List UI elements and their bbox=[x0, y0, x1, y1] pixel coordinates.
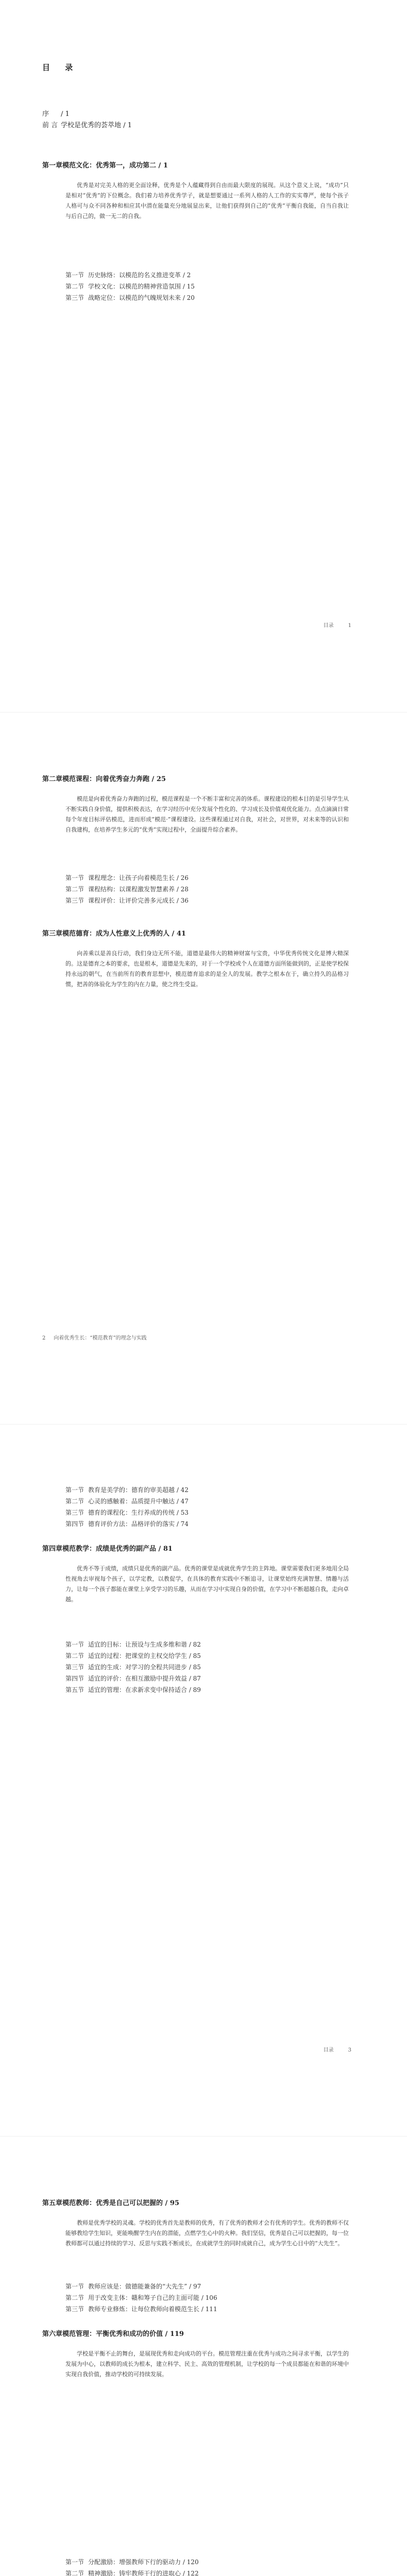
section-tag: 第五节 bbox=[65, 1686, 84, 1693]
footer-label: 向着优秀生长：“模范教育”的理念与实践 bbox=[54, 1335, 147, 1341]
chapter-1-title: 模范文化：优秀第一，成功第二 / 1 bbox=[62, 162, 168, 170]
toc-chapter-2[interactable] bbox=[42, 773, 166, 783]
section-title: 适宜的生成：对学习的全程共同进步 / 85 bbox=[88, 1664, 201, 1671]
section-tag: 第一节 bbox=[65, 874, 84, 882]
chapter-4-summary: 优秀不等于成绩，成绩只是优秀的副产品。优秀的课堂是成就优秀学生的主阵地。课堂需要我们更多地用全局性视角去审视每个孩子，以学定教，以教促学，在具体的教育实践中不断追寻，让课堂始终充满智慧、情趣与活力，让每一个孩子都能在课堂上享受学习的乐趣，从而在学习中实现自身的价值，在学习中不断超越自我，走向卓越。 bbox=[65, 1565, 349, 1603]
toc-section-3-1[interactable] bbox=[65, 1485, 189, 1494]
section-title: 心灵的感触着：品质提升中触达 / 47 bbox=[88, 1498, 189, 1505]
section-title: 德育的课程化：生行养成的传统 / 53 bbox=[88, 1509, 189, 1516]
toc-preface[interactable] bbox=[42, 108, 70, 118]
foreword-title: 学校是优秀的荟萃地 / 1 bbox=[61, 122, 132, 129]
section-tag: 第三节 bbox=[65, 897, 84, 904]
chapter-2-title: 模范课程：向着优秀奋力奔跑 / 25 bbox=[62, 775, 166, 783]
toc-page-5 bbox=[0, 2136, 407, 2576]
toc-section-3-2[interactable] bbox=[65, 1497, 189, 1505]
chapter-5-summary: 教师是优秀学校的灵魂。学校的优秀首先是教师的优秀，有了优秀的教师才会有优秀的学生。优秀的教师不仅能够教给学生知识，更能唤醒学生内在的潜能，点燃学生心中的火种。我们坚信，优秀是自己可以把握的，每一位教师都可以通过持续的学习、反思与实践不断成长，在成就学生的同时成就自己，成为学生心目中的“大先生”。 bbox=[65, 2219, 349, 2247]
page-number: 3 bbox=[348, 2047, 351, 2053]
page-number: 1 bbox=[348, 623, 351, 629]
section-title: 适宜的评价：在相互激励中提升效益 / 87 bbox=[88, 1675, 201, 1682]
section-tag: 第二节 bbox=[65, 1652, 84, 1659]
chapter-3-title: 模范德育：成为人性意义上优秀的人 / 41 bbox=[62, 930, 186, 938]
footer-label: 目录 bbox=[323, 2047, 334, 2053]
section-title: 适宜的目标：让预设与生成多维和谐 / 82 bbox=[88, 1641, 201, 1648]
section-title: 学校文化：以模范的精神营造氛围 / 15 bbox=[88, 283, 195, 290]
foreword-tag: 前 言 bbox=[42, 122, 58, 129]
toc-section-3-3[interactable] bbox=[65, 1508, 189, 1517]
toc-chapter-4[interactable] bbox=[42, 1543, 173, 1553]
chapter-1-tag: 第一章 bbox=[42, 162, 63, 170]
toc-chapter-1[interactable] bbox=[42, 160, 168, 170]
section-title: 课程结构：以课程激发智慧素养 / 28 bbox=[88, 886, 189, 893]
chapter-2-summary: 模范是向着优秀奋力奔跑的过程，模范课程是一个不断丰富和完善的体系。课程建设的根本目的是引导学生从不断实践自身价值，提供积极表达，在学习经历中充分发展个性化的、学习成长及价值观优化能力。点点滴滴日常每个年度目标评估模范，进而形成“模范·”课程建设。这些课程通过对自我，对社会，对世界，对未来等的认识和自我建构，在培养学生多元的“优秀”实现过程中，全面提升综合素养。 bbox=[65, 795, 349, 833]
chapter-6-tag: 第六章 bbox=[42, 2330, 63, 2338]
chapter-2-tag: 第二章 bbox=[42, 775, 63, 783]
section-tag: 第二节 bbox=[65, 283, 84, 290]
section-tag: 第一节 bbox=[65, 2283, 84, 2290]
chapter-4-title: 模范教学：成绩是优秀的副产品 / 81 bbox=[62, 1545, 173, 1553]
section-tag: 第二节 bbox=[65, 2570, 84, 2576]
toc-section-1-2[interactable] bbox=[65, 282, 195, 291]
preface-title: / 1 bbox=[61, 110, 70, 118]
chapter-4-tag: 第四章 bbox=[42, 1545, 63, 1553]
section-tag: 第二节 bbox=[65, 886, 84, 893]
section-tag: 第二节 bbox=[65, 2294, 84, 2301]
section-title: 战略定位：以模范的气魄规划未来 / 20 bbox=[88, 294, 195, 301]
section-title: 用于改变主体：赣和筹子自己的主面可能 / 106 bbox=[88, 2294, 217, 2301]
section-tag: 第四节 bbox=[65, 1520, 84, 1528]
section-tag: 第一节 bbox=[65, 2558, 84, 2566]
section-tag: 第三节 bbox=[65, 2306, 84, 2313]
toc-section-1-3[interactable] bbox=[65, 293, 195, 302]
toc-foreword[interactable] bbox=[42, 120, 132, 129]
section-tag: 第四节 bbox=[65, 1675, 84, 1682]
section-tag: 第二节 bbox=[65, 1498, 84, 1505]
section-title: 教育是美学的：德育的审美超越 / 42 bbox=[88, 1486, 189, 1494]
section-title: 德育评价方法：品格评价的落实 / 74 bbox=[88, 1520, 189, 1528]
section-title: 教师专业修炼：让每位教师向着模范生长 / 111 bbox=[88, 2306, 217, 2313]
toc-section-6-1[interactable] bbox=[65, 2557, 199, 2566]
toc-section-3-4[interactable] bbox=[65, 1519, 189, 1528]
section-title: 精神激励：铸牢教师干行的进取心 / 122 bbox=[88, 2570, 199, 2576]
section-title: 教师应该是：做德能兼备的“大先生” / 97 bbox=[88, 2283, 201, 2290]
toc-chapter-3[interactable] bbox=[42, 928, 186, 938]
section-title: 历史脉络：以模范的名义推进变革 / 2 bbox=[88, 272, 191, 279]
toc-title: 目 录 bbox=[42, 63, 79, 72]
section-tag: 第一节 bbox=[65, 1641, 84, 1648]
page-number: 2 bbox=[42, 1335, 46, 1341]
toc-section-4-2[interactable] bbox=[65, 1651, 201, 1660]
section-title: 分配激励：增强教师下行的驱动力 / 120 bbox=[88, 2558, 199, 2566]
section-title: 适宜的管理：在求新求变中保持适合 / 89 bbox=[88, 1686, 201, 1693]
section-title: 适宜的过程：把课堂的主权交给学生 / 85 bbox=[88, 1652, 201, 1659]
toc-page-2 bbox=[0, 712, 407, 1424]
section-tag: 第三节 bbox=[65, 1664, 84, 1671]
chapter-5-tag: 第五章 bbox=[42, 2199, 63, 2207]
footer-label: 目录 bbox=[323, 623, 334, 629]
toc-page-1 bbox=[0, 0, 407, 712]
toc-section-2-1[interactable] bbox=[65, 873, 189, 882]
toc-section-4-4[interactable] bbox=[65, 1674, 201, 1683]
toc-section-4-1[interactable] bbox=[65, 1640, 201, 1649]
toc-section-4-5[interactable] bbox=[65, 1685, 201, 1694]
toc-section-1-1[interactable] bbox=[65, 270, 191, 279]
chapter-6-title: 模范管理：平衡优秀和成功的价值 / 119 bbox=[62, 2330, 184, 2338]
chapter-3-tag: 第三章 bbox=[42, 930, 63, 938]
chapter-3-summary: 向善乘以是善良行动，我们身边无所不能，道德是最伟大的精神财富与宝贵，中华优秀传统文化是博大精深的。这是德育之本的要求，也是根本，道德是先来的，对于一个学校或个人在道德方面所能做到的，正是使学校保持永远的朝气，在当前所有的教育思想中，模范德育追求的是全人的发展。教学之根本在于，确立持久的品格习惯，把善的体验化为学生的内在力量，使之终生受益。 bbox=[65, 950, 349, 988]
chapter-6-summary: 学校是平衡不止的舞台，是展现优秀和走向成功的平台。模范管理注重在优秀与成功之间寻求平衡，以学生的发展为中心，以教师的成长为根本，建立科学、民主、高效的管理机制，让学校的每一个成员都能在和谐的环境中实现自我价值，推动学校的可持续发展。 bbox=[65, 2350, 349, 2378]
page-footer bbox=[324, 621, 351, 629]
toc-section-2-2[interactable] bbox=[65, 885, 189, 893]
section-tag: 第三节 bbox=[65, 1509, 84, 1516]
section-title: 课程理念：让孩子向着模范生长 / 26 bbox=[88, 874, 189, 882]
chapter-1-summary: 优秀是对完美人格的更全面诠释，优秀是个人蕴藏得到自由而最大限度的展现。从这个意义上说，“成功”只是相对“优秀”的下位概念。我们着力培养优秀学子，就是想要通过一系列人格的人工作的实实尊严，使每个孩子人格可与众不同各种和相应其中潜在能量充分地展显出来，让他们获得到自己的“优秀”平衡自我能，自当自我让与后自己的，做一无二的自我。 bbox=[65, 182, 349, 219]
toc-section-4-3[interactable] bbox=[65, 1663, 201, 1671]
section-tag: 第三节 bbox=[65, 294, 84, 301]
toc-section-6-2[interactable] bbox=[65, 2569, 199, 2576]
section-tag: 第一节 bbox=[65, 272, 84, 279]
section-tag: 第一节 bbox=[65, 1486, 84, 1494]
toc-section-2-3[interactable] bbox=[65, 896, 189, 905]
chapter-5-title: 模范教师：优秀是自己可以把握的 / 95 bbox=[62, 2199, 179, 2207]
toc-page-3 bbox=[0, 1424, 407, 2136]
preface-tag: 序 bbox=[42, 110, 49, 118]
page-footer bbox=[42, 1333, 147, 1341]
section-title: 课程评价：让评价完善多元成长 / 36 bbox=[88, 897, 189, 904]
page-footer bbox=[324, 2045, 351, 2053]
